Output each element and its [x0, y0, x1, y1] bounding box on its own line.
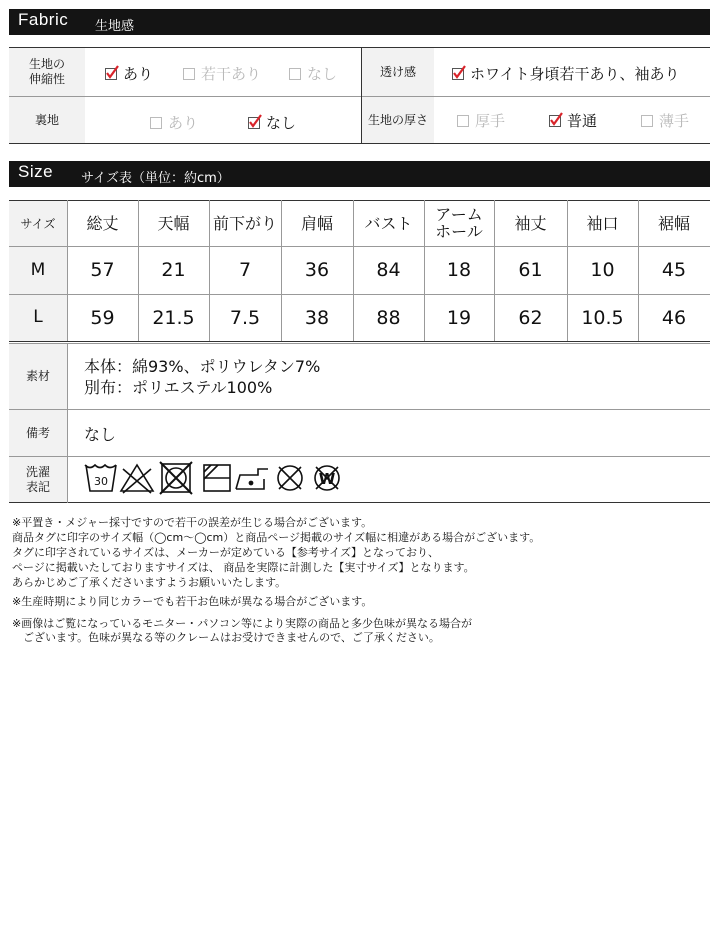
- divider: [9, 96, 710, 97]
- note-line: 商品タグに印字のサイズ幅（◯cm〜◯cm）と商品ページ掲載のサイズ幅に相違がある場合がございます。: [12, 531, 541, 544]
- size-column-header: 肩幅: [300, 213, 333, 233]
- option-label: 厚手: [475, 112, 506, 130]
- size-row-label: M: [30, 259, 46, 280]
- thickness-option-atsude: [457, 110, 505, 131]
- stretch-option-nashi: [289, 63, 337, 84]
- option-label: 薄手: [659, 112, 690, 130]
- checkbox-checked-icon: [105, 68, 117, 80]
- line-dry-shade-icon: [204, 465, 230, 491]
- wet-clean-letter: W: [318, 470, 336, 488]
- checkbox-empty-icon: [150, 117, 162, 129]
- material-label: 素材: [9, 344, 67, 409]
- size-cell-value: 21: [161, 259, 186, 281]
- stretch-label: 生地の 伸縮性: [9, 48, 85, 96]
- note-line: ※生産時期により同じカラーでも若干お色味が異なる場合がございます。: [12, 595, 373, 608]
- divider: [281, 200, 282, 341]
- note-line: ※画像はご覧になっているモニター・パソコン等により実際の商品と多少色味が異なる場合が: [12, 617, 472, 630]
- size-column-header: 裾幅: [657, 213, 690, 233]
- lining-label: 裏地: [9, 97, 85, 143]
- size-cell-value: 57: [90, 259, 115, 281]
- option-label: あり: [123, 65, 154, 83]
- note-line: ございます。色味が異なる等のクレームはお受けできませんので、ご了承ください。: [12, 631, 440, 644]
- divider: [424, 200, 425, 341]
- note-line: タグに印字されているサイズは、メーカーが定めている【参考サイズ】となっており、: [12, 546, 440, 559]
- checkbox-empty-icon: [641, 115, 653, 127]
- size-cell-value: 88: [376, 307, 401, 329]
- divider: [494, 200, 495, 341]
- checkbox-checked-icon: [452, 68, 464, 80]
- option-label: あり: [168, 114, 199, 132]
- divider: [9, 246, 710, 247]
- size-header-bar: [9, 161, 710, 187]
- divider: [9, 456, 710, 457]
- lining-option-ari: [150, 112, 198, 133]
- divider: [9, 343, 710, 344]
- size-cell-value: 45: [661, 259, 687, 281]
- material-line: 本体：綿93%、ポリウレタン7%: [84, 357, 321, 376]
- size-cell-value: 10: [590, 259, 615, 281]
- no-wet-clean-icon: [315, 466, 339, 490]
- option-label: ホワイト身頃若干あり、袖あり: [470, 65, 680, 83]
- size-cell-value: 84: [376, 259, 401, 281]
- stretch-option-jakkan: [183, 63, 261, 84]
- note-line: ページに掲載いたしておりますサイズは、 商品を実際に計測した【実寸サイズ】となります。: [12, 561, 475, 574]
- divider: [209, 200, 210, 341]
- thickness-option-usude: [641, 110, 689, 131]
- no-dry-clean-icon: [278, 466, 302, 490]
- size-column-header: 前下がり: [212, 213, 277, 233]
- iron-low-icon: [236, 469, 268, 489]
- option-label: 若干あり: [201, 65, 262, 83]
- checkbox-empty-icon: [289, 68, 301, 80]
- divider: [353, 200, 354, 341]
- option-label: 普通: [567, 112, 598, 130]
- note-line: ※平置き・メジャー採寸ですので若干の誤差が生じる場合がございます。: [12, 516, 373, 529]
- thickness-option-futsu: [549, 110, 597, 131]
- size-column-header: 袖口: [586, 213, 619, 233]
- divider: [67, 200, 68, 341]
- size-cell-value: 46: [661, 307, 687, 329]
- size-row-label: L: [33, 307, 43, 327]
- size-cell-value: 38: [304, 307, 330, 329]
- fabric-subtitle: 生地感: [95, 19, 135, 34]
- wash-temp-label: 30: [94, 475, 108, 488]
- divider: [9, 143, 710, 144]
- size-cell-value: 19: [446, 307, 472, 329]
- fabric-title: Fabric: [18, 10, 69, 29]
- material-value: [84, 356, 320, 398]
- wash-30-icon: [85, 465, 116, 491]
- care-label: 洗濯 表記: [9, 457, 67, 502]
- size-cell-value: 61: [518, 259, 543, 281]
- checkbox-empty-icon: [183, 68, 195, 80]
- size-cell-value: 7.5: [229, 307, 261, 329]
- size-column-header: 袖丈: [514, 213, 547, 233]
- no-bleach-icon: [121, 465, 153, 493]
- size-cell-value: 18: [446, 259, 472, 281]
- size-column-header: 総丈: [86, 213, 119, 233]
- divider: [567, 200, 568, 341]
- divider: [9, 341, 710, 342]
- size-column-header: 天幅: [157, 213, 190, 233]
- lining-option-nashi: [248, 112, 296, 133]
- size-corner-label: サイズ: [20, 216, 56, 231]
- size-cell-value: 21.5: [152, 307, 195, 329]
- option-label: なし: [266, 114, 297, 132]
- no-tumble-dry-icon: [160, 462, 192, 494]
- thickness-label: 生地の厚さ: [362, 97, 434, 143]
- option-label: なし: [307, 65, 338, 83]
- size-column-header: アーム ホール: [435, 205, 483, 241]
- divider: [9, 409, 710, 410]
- size-subtitle: サイズ表（単位：約cm）: [81, 171, 230, 186]
- checkbox-empty-icon: [457, 115, 469, 127]
- remarks-label: 備考: [9, 410, 67, 456]
- size-cell-value: 36: [304, 259, 330, 281]
- divider: [638, 200, 639, 341]
- size-cell-value: 62: [518, 307, 543, 329]
- remarks-value: なし: [84, 425, 117, 444]
- stretch-option-ari: [105, 63, 153, 84]
- size-title: Size: [18, 162, 54, 181]
- note-line: あらかじめご了承くださいますようお願いいたします。: [12, 576, 287, 589]
- size-cell-value: 10.5: [581, 307, 624, 329]
- divider: [9, 294, 710, 295]
- divider: [67, 343, 68, 503]
- size-column-header: バスト: [364, 213, 413, 233]
- size-cell-value: 59: [90, 307, 115, 329]
- checkbox-checked-icon: [549, 115, 561, 127]
- size-cell-value: 7: [238, 259, 252, 281]
- divider: [9, 47, 710, 48]
- divider: [361, 47, 362, 144]
- sheer-label: 透け感: [362, 48, 434, 96]
- fabric-header-bar: [9, 9, 710, 35]
- divider: [138, 200, 139, 341]
- divider: [9, 200, 710, 201]
- sheer-option: [452, 63, 680, 84]
- divider: [9, 502, 710, 503]
- material-line: 別布：ポリエステル100%: [84, 378, 273, 397]
- checkbox-checked-icon: [248, 117, 260, 129]
